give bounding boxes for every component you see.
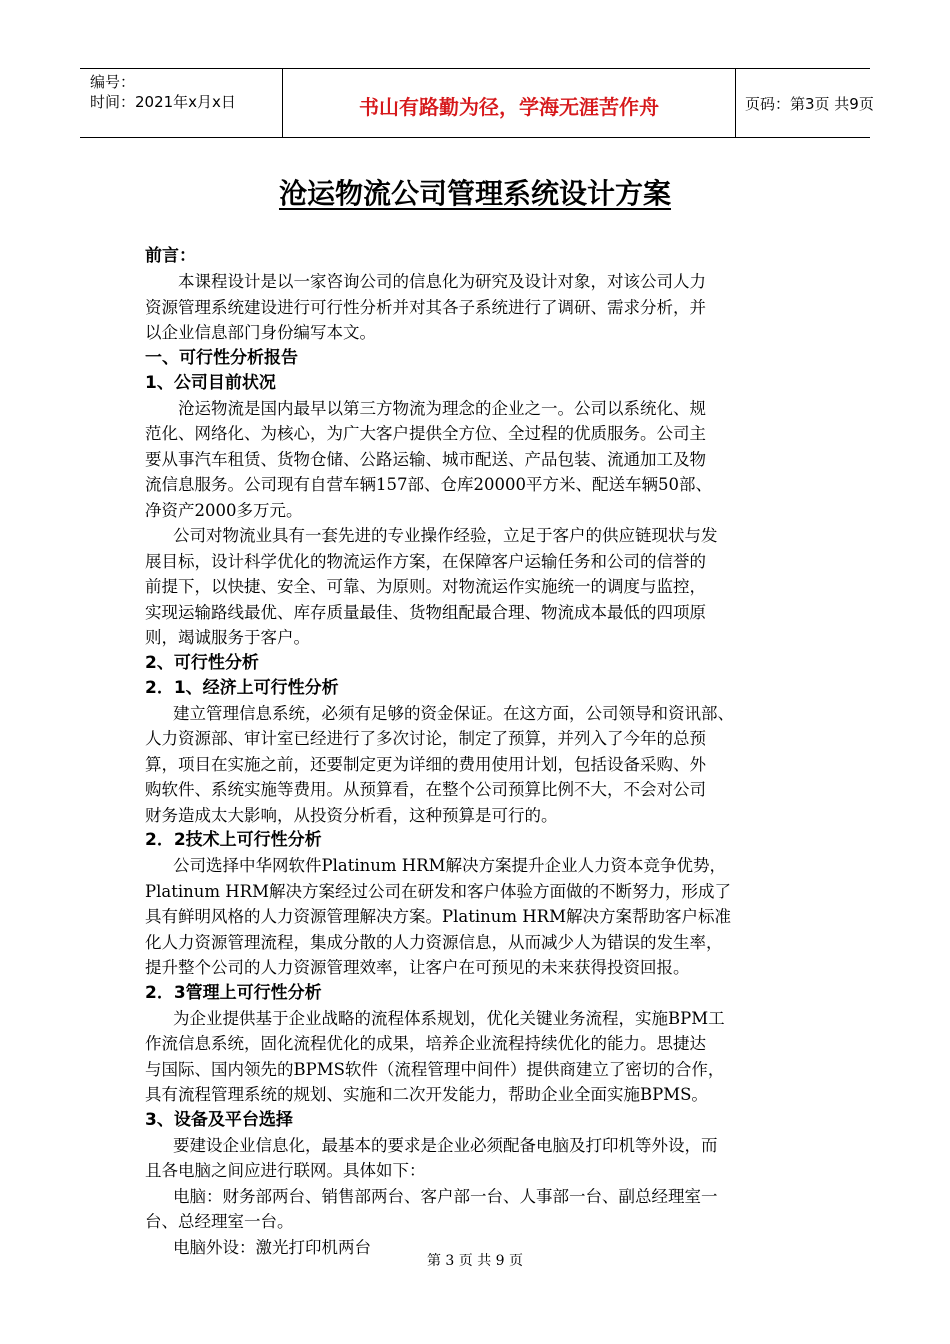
preface-paragraph (145, 269, 810, 346)
status-paragraph-1 (145, 396, 810, 524)
text-line: 为企业提供基于企业战略的流程体系规划，优化关键业务流程，实施BPM工 (173, 1008, 725, 1028)
text-line: 展目标，设计科学优化的物流运作方案，在保障客户运输任务和公司的信誉的 (145, 551, 706, 571)
section-heading-2-3: 2．3管理上可行性分析 (145, 982, 322, 1003)
text-line: 台、总经理室一台。 (145, 1212, 294, 1231)
equip-paragraph (145, 1133, 810, 1184)
text-line: 沧运物流是国内最早以第三方物流为理念的企业之一。公司以系统化、规 (178, 398, 706, 418)
econ-paragraph (145, 701, 810, 829)
tech-paragraph (145, 853, 810, 981)
mgmt-paragraph (145, 1006, 810, 1108)
text-line: Platinum HRM解决方案经过公司在研发和客户体验方面做的不断努力，形成了 (145, 881, 731, 901)
text-line: 具有鲜明风格的人力资源管理解决方案。Platinum HRM解决方案帮助客户标准 (145, 907, 731, 926)
section-heading-1-1: 1、公司目前状况 (145, 372, 276, 393)
motto: 书山有路勤为径，学海无涯苦作舟 (359, 95, 659, 119)
header-meta-cell (80, 69, 282, 137)
document-body (145, 244, 810, 1260)
preface-heading: 前言： (145, 246, 196, 266)
text-line: 公司对物流业具有一套先进的专业操作经验，立足于客户的供应链现状与发 (173, 526, 718, 545)
text-line: 建立管理信息系统，必须有足够的资金保证。在这方面，公司领导和资讯部、 (173, 703, 734, 723)
section-heading-1-3: 3、设备及平台选择 (145, 1109, 293, 1130)
serial-label: 编号： (90, 73, 136, 91)
header-motto-cell (282, 69, 736, 137)
text-line: 算，项目在实施之前，还要制定更为详细的费用使用计划，包括设备采购、外 (145, 754, 706, 774)
header-page-cell (735, 69, 874, 137)
section-heading-1-2: 2、可行性分析 (145, 652, 259, 673)
text-line: 购软件、系统实施等费用。从预算看，在整个公司预算比例不大，不会对公司 (145, 780, 706, 799)
text-line: 以企业信息部门身份编写本文。 (145, 323, 376, 342)
document-title: 沧运物流公司管理系统设计方案 (278, 177, 671, 210)
text-line: 且各电脑之间应进行联网。具体如下： (145, 1161, 426, 1180)
text-line: 化人力资源管理流程，集成分散的人力资源信息，从而减少人为错误的发生率， (145, 932, 723, 952)
text-line: 作流信息系统，固化流程优化的成果，培养企业流程持续优化的能力。思捷达 (145, 1034, 706, 1053)
page-footer: 第 3 页 共 9 页 (426, 1253, 524, 1269)
page-header (80, 68, 874, 138)
text-line: 电脑：财务部两台、销售部两台、客户部一台、人事部一台、副总经理室一 (173, 1186, 718, 1206)
text-line: 前提下，以快捷、安全、可靠、为原则。对物流运作实施统一的调度与监控， (145, 577, 706, 596)
status-paragraph-2 (145, 523, 810, 651)
text-line: 人力资源部、审计室已经进行了多次讨论，制定了预算，并列入了今年的总预 (145, 729, 706, 748)
text-line: 净资产2000多万元。 (145, 500, 303, 520)
section-heading-1: 一、可行性分析报告 (145, 347, 298, 368)
text-line: 电脑外设：激光打印机两台 (173, 1237, 371, 1257)
text-line: 提升整个公司的人力资源管理效率，让客户在可预见的未来获得投资回报。 (145, 958, 690, 977)
text-line: 具有流程管理系统的规划、实施和二次开发能力，帮助企业全面实施BPMS。 (145, 1085, 708, 1104)
text-line: 本课程设计是以一家咨询公司的信息化为研究及设计对象，对该公司人力 (178, 272, 706, 291)
text-line: 公司选择中华网软件Platinum HRM解决方案提升企业人力资本竞争优势， (173, 856, 726, 875)
time-label: 时间：2021年x月x日 (90, 93, 236, 111)
text-line: 财务造成太大影响，从投资分析看，这种预算是可行的。 (145, 805, 558, 825)
text-line: 要从事汽车租赁、货物仓储、公路运输、城市配送、产品包装、流通加工及物 (145, 449, 706, 469)
pc-paragraph (145, 1184, 810, 1235)
text-line: 要建设企业信息化，最基本的要求是企业必须配备电脑及打印机等外设，而 (173, 1135, 718, 1155)
text-line: 资源管理系统建设进行可行性分析并对其各子系统进行了调研、需求分析，并 (145, 297, 706, 317)
page-label: 页码：第3页 共9页 (745, 95, 874, 113)
text-line: 实现运输路线最优、库存质量最佳、货物组配最合理、物流成本最低的四项原 (145, 602, 706, 622)
text-line: 与国际、国内领先的BPMS软件（流程管理中间件）提供商建立了密切的合作， (145, 1059, 725, 1079)
section-heading-2-2: 2．2技术上可行性分析 (145, 830, 322, 850)
section-heading-2-1: 2．1、经济上可行性分析 (145, 677, 339, 698)
text-line: 则，竭诚服务于客户。 (145, 628, 310, 647)
text-line: 流信息服务。公司现有自营车辆157部、仓库20000平方米、配送车辆50部、 (145, 475, 712, 494)
text-line: 范化、网络化、为核心，为广大客户提供全方位、全过程的优质服务。公司主 (145, 424, 706, 443)
